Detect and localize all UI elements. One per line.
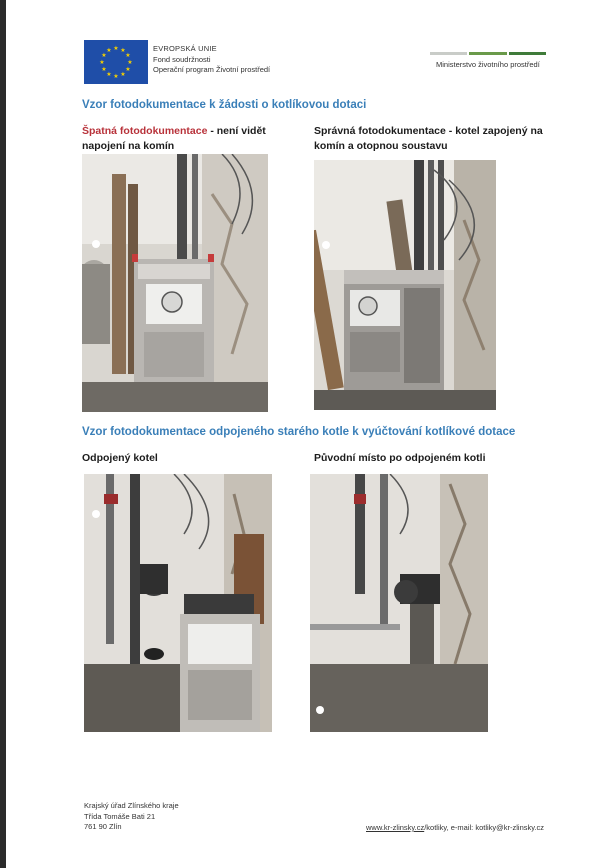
svg-text:★: ★ — [113, 45, 119, 52]
svg-text:★: ★ — [125, 52, 131, 59]
footer-contact — [366, 823, 544, 832]
ministry-logo-lines — [430, 52, 546, 55]
ministry-name: Ministerstvo životního prostředí — [436, 60, 540, 69]
footer-city: 761 90 Zlín — [84, 822, 122, 831]
svg-text:★: ★ — [99, 59, 105, 66]
svg-text:★: ★ — [106, 47, 112, 54]
eu-flag-logo — [84, 40, 148, 84]
svg-text:★: ★ — [113, 73, 119, 80]
page-edge-bar — [0, 0, 6, 868]
bad-caption-label: Špatná fotodokumentace — [82, 125, 208, 137]
svg-text:★: ★ — [120, 47, 126, 54]
section2-heading: Vzor fotodokumentace odpojeného starého kotle k vyúčtování kotlíkové dotace — [82, 426, 516, 438]
svg-text:★: ★ — [127, 59, 133, 66]
bad-caption-rest: - není vidět napojení na komín — [82, 125, 266, 152]
footer-street: Třída Tomáše Bati 21 — [84, 811, 156, 821]
footer-address — [84, 801, 179, 833]
eu-fund: Fond soudržnosti — [153, 54, 211, 64]
section1-heading: Vzor fotodokumentace k žádosti o kotlíkovou dotaci — [82, 99, 367, 111]
photo-disconnected-boiler — [84, 474, 272, 732]
svg-text:★: ★ — [120, 71, 126, 78]
disconnected-photo-caption: Odpojený kotel — [82, 452, 158, 464]
photo-good-documentation — [314, 160, 496, 410]
footer-contact-rest: /kotliky, e-mail: kotliky@kr-zlinsky.cz — [424, 823, 545, 832]
photo-bad-documentation — [82, 154, 268, 412]
good-photo-caption: Správná fotodokumentace - kotel zapojený na komín a otopnou soustavu — [314, 125, 543, 152]
svg-text:★: ★ — [106, 71, 112, 78]
original-place-photo-caption: Původní místo po odpojeném kotli — [314, 452, 486, 464]
bad-photo-caption — [82, 124, 302, 154]
svg-text:★: ★ — [125, 66, 131, 73]
footer-website-link[interactable]: www.kr-zlinsky.cz — [366, 823, 425, 832]
photo-original-place — [310, 474, 488, 732]
eu-program: Operační program Životní prostředí — [153, 65, 271, 74]
footer-office: Krajský úřad Zlínského kraje — [84, 801, 179, 810]
eu-title: EVROPSKÁ UNIE — [153, 44, 217, 53]
svg-text:★: ★ — [101, 66, 107, 73]
svg-text:★: ★ — [101, 52, 107, 59]
eu-text-block — [153, 44, 270, 76]
